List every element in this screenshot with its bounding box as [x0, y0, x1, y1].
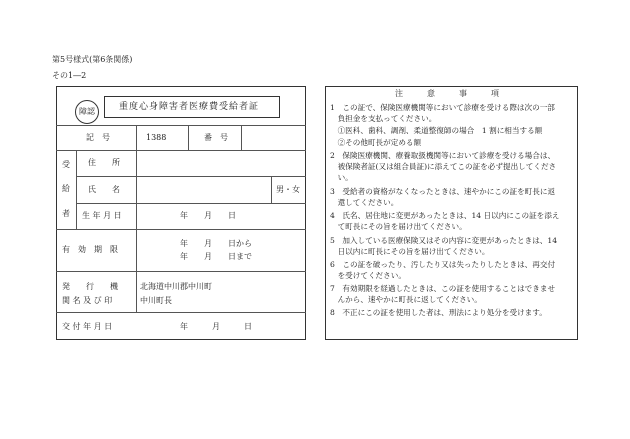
note-line: 8 不正にこの証を使用した者は、刑法により処分を受けます。 [330, 308, 547, 317]
divider [241, 125, 242, 150]
divider [56, 229, 306, 230]
birth-value: 年 月 日 [180, 211, 236, 220]
note-line: ②その他町長が定める額 [330, 138, 422, 147]
note-line: 6 この証を破ったり、汚したり又は失ったりしたときは、再交付 [330, 260, 556, 269]
birth-label: 生 年 月 日 [82, 211, 122, 220]
note-line: んから、速やかに町長に返してください。 [330, 295, 482, 304]
validity-from: 年 月 日から [180, 239, 252, 248]
note-line: 還してください。 [330, 198, 399, 207]
divider [271, 176, 272, 203]
note-line: 日以内に町長にその旨を届け出てください。 [330, 247, 490, 256]
issue-date-value: 年 月 日 [180, 322, 252, 331]
recipient-label-1: 受 [62, 160, 70, 169]
recipient-label-3: 者 [62, 209, 70, 218]
form-number: 第5号様式(第6条関係) [52, 55, 133, 64]
issuer-label-2: 関 名 及 び 印 [62, 296, 113, 305]
issuer-label-1: 発 行 機 [62, 282, 118, 291]
number-label: 記 号 [86, 133, 110, 142]
divider [56, 271, 306, 272]
note-line: て町長にその旨を届け出てください。 [330, 222, 467, 231]
divider [56, 150, 306, 151]
note-line: 2 保険医療機関、療養取扱機関等において診療を受ける場合は、 [330, 151, 556, 160]
divider [188, 125, 189, 150]
ban-label: 番 号 [204, 133, 228, 142]
notes-heading: 注 意 事 項 [395, 89, 499, 98]
certificate-title: 重度心身障害者医療費受給者証 [119, 102, 260, 112]
seal-label: 障認 [79, 107, 95, 116]
form-sub-number: その1―2 [52, 71, 87, 80]
gender-value: 男・女 [276, 185, 300, 194]
name-label: 氏 名 [88, 185, 120, 194]
divider [56, 312, 306, 313]
note-line: 1 この証で、保険医療機関等において診療を受ける際は次の一部 [330, 103, 555, 112]
issuer-value-1: 北海道中川郡中川町 [140, 282, 212, 291]
divider [56, 125, 306, 126]
note-line: 負担金を支払ってください。 [330, 114, 437, 123]
issuer-value-2: 中川町長 [140, 296, 172, 305]
note-line: ①医科、歯科、調剤、柔道整復師の場合 1 割に相当する額 [330, 126, 543, 135]
note-line: を受けてください。 [330, 271, 406, 280]
divider [76, 150, 77, 229]
note-line: 5 加入している医療保険又はその内容に変更があったときは、14 [330, 236, 558, 245]
validity-to: 年 月 日まで [180, 252, 252, 261]
note-line: 3 受給者の資格がなくなったときは、速やかにこの証を町長に返 [330, 187, 556, 196]
recipient-label-2: 給 [62, 184, 70, 193]
note-line: 7 有効期限を経過したときは、この証を使用することはできませ [330, 284, 556, 293]
divider [136, 125, 137, 312]
divider [76, 203, 306, 204]
note-line: 4 氏名、居住地に変更があったときは、14 日以内にこの証を添え [330, 211, 560, 220]
issue-date-label: 交 付 年 月 日 [62, 322, 113, 331]
note-line: い。 [330, 173, 353, 182]
address-label: 住 所 [88, 158, 120, 167]
number-value: 1388 [146, 133, 167, 142]
validity-label: 有 効 期 限 [62, 245, 118, 254]
note-line: 被保険者証(又は組合員証)に添えてこの証を必ず提出してくださ [330, 162, 557, 171]
